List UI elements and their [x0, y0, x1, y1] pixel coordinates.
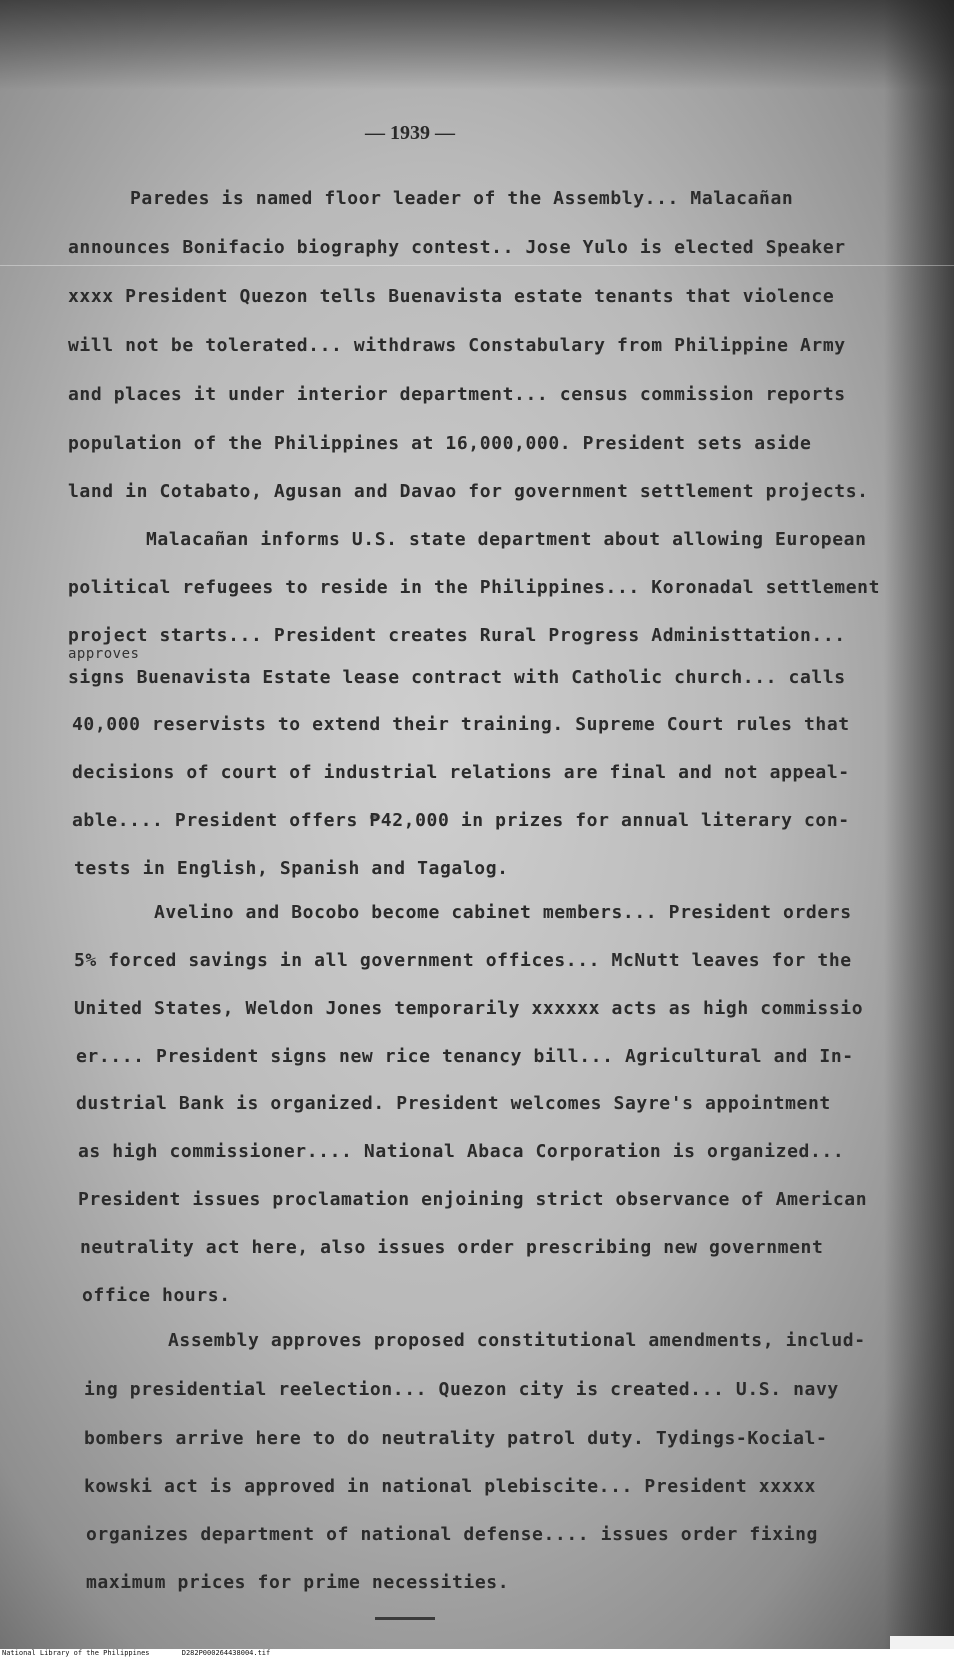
handwritten-insertion: approves	[68, 646, 140, 662]
text-line: and places it under interior department... census commission reports	[68, 384, 846, 405]
text-line: as high commissioner.... National Abaca Corporation is organized...	[78, 1141, 845, 1162]
text-line: ing presidential reelection... Quezon city is created... U.S. navy	[84, 1379, 839, 1400]
text-line: signs Buenavista Estate lease contract with Catholic church... calls	[68, 667, 846, 688]
end-rule	[375, 1617, 435, 1620]
text-line: able.... President offers ₱42,000 in prizes for annual literary con-	[72, 810, 850, 831]
text-line: neutrality act here, also issues order prescribing new government	[80, 1237, 824, 1258]
scan-shadow-top	[0, 0, 954, 90]
footer-filename: D282P000264438004.tif	[181, 1649, 271, 1657]
scan-shadow-right	[884, 0, 954, 1658]
footer-library: National Library of the Philippines	[2, 1649, 150, 1657]
text-line: Assembly approves proposed constitutional amendments, includ-	[168, 1330, 866, 1351]
text-line: decisions of court of industrial relations are final and not appeal-	[72, 762, 850, 783]
text-line: organizes department of national defense.... issues order fixing	[86, 1524, 818, 1545]
text-line: maximum prices for prime necessities.	[86, 1572, 510, 1593]
text-line: will not be tolerated... withdraws Constabulary from Philippine Army	[68, 335, 846, 356]
text-line: project starts... President creates Rural Progress Administtation...	[68, 625, 846, 646]
text-line: bombers arrive here to do neutrality patrol duty. Tydings-Kocial-	[84, 1428, 828, 1449]
text-line: tests in English, Spanish and Tagalog.	[74, 858, 509, 879]
text-line: political refugees to reside in the Philippines... Koronadal settlement	[68, 577, 881, 598]
text-line: Paredes is named floor leader of the Assembly... Malacañan	[130, 188, 794, 209]
footer-text	[2, 1649, 298, 1658]
text-line: Avelino and Bocobo become cabinet members... President orders	[154, 902, 852, 923]
footer-bar	[0, 1649, 954, 1658]
text-line: Malacañan informs U.S. state department about allowing European	[146, 529, 867, 550]
text-line: population of the Philippines at 16,000,000. President sets aside	[68, 433, 812, 454]
text-line: dustrial Bank is organized. President welcomes Sayre's appointment	[76, 1093, 831, 1114]
text-line: office hours.	[82, 1285, 231, 1306]
text-line: er.... President signs new rice tenancy bill... Agricultural and In-	[76, 1046, 854, 1067]
page-heading: — 1939 —	[365, 122, 455, 144]
text-line: United States, Weldon Jones temporarily xxxxxx acts as high commissio	[74, 998, 864, 1019]
text-line: kowski act is approved in national plebiscite... President xxxxx	[84, 1476, 816, 1497]
text-line: announces Bonifacio biography contest.. Jose Yulo is elected Speaker	[68, 237, 846, 258]
text-line: President issues proclamation enjoining strict observance of American	[78, 1189, 868, 1210]
scan-artifact-line	[0, 265, 954, 266]
text-line: xxxx President Quezon tells Buenavista estate tenants that violence	[68, 286, 835, 307]
text-line: 5% forced savings in all government offices... McNutt leaves for the	[74, 950, 852, 971]
text-line: land in Cotabato, Agusan and Davao for government settlement projects.	[68, 481, 869, 502]
text-line: 40,000 reservists to extend their training. Supreme Court rules that	[72, 714, 850, 735]
